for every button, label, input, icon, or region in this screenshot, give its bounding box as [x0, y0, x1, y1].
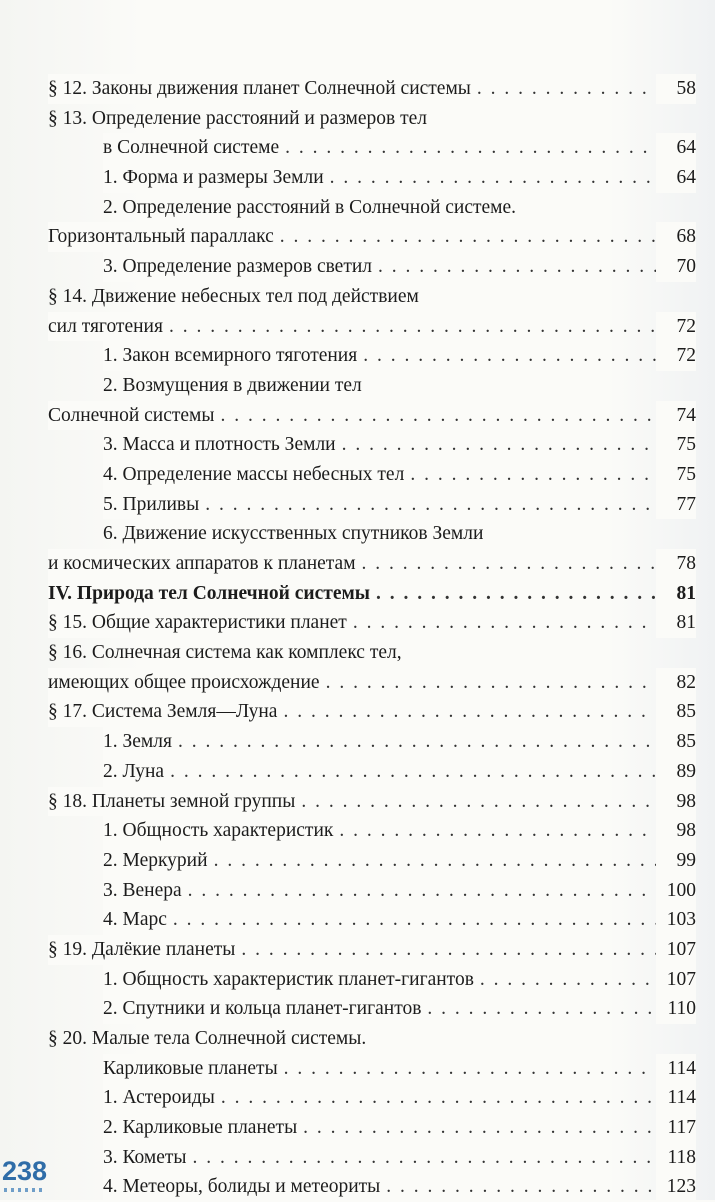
toc-dot-leader — [173, 905, 656, 935]
toc-leader-row — [103, 1143, 696, 1173]
toc-entry-title: 1. Общность характеристик — [103, 816, 339, 846]
toc-page-number: 81 — [656, 579, 696, 609]
toc-entry — [48, 787, 696, 817]
toc-entry — [48, 371, 696, 401]
toc-page-number: 58 — [656, 74, 696, 104]
toc-dot-leader — [241, 935, 656, 965]
toc-dot-leader — [342, 430, 656, 460]
toc-entry — [48, 668, 696, 698]
toc-page-number: 85 — [656, 697, 696, 727]
toc-leader-row — [103, 252, 696, 282]
toc-dot-leader — [330, 163, 656, 193]
toc-entry — [48, 608, 696, 638]
toc-leader-row — [48, 608, 696, 638]
toc-entry-title: в Солнечной системе — [103, 133, 285, 163]
toc-entry-title: 3. Масса и плотность Земли — [103, 430, 342, 460]
toc-leader-row — [103, 1054, 696, 1084]
toc-page-number: 75 — [656, 460, 696, 490]
toc-dot-leader — [353, 608, 656, 638]
toc-page-number: 75 — [656, 430, 696, 460]
toc-dot-leader — [205, 490, 656, 520]
toc-leader-row — [103, 490, 696, 520]
toc-entry-title: § 20. Малые тела Солнечной системы. — [48, 1028, 367, 1049]
toc-entry-title: 5. Приливы — [103, 490, 205, 520]
toc-entry-title: § 13. Определение расстояний и размеров тел — [48, 107, 428, 129]
toc-leader-row — [48, 74, 696, 104]
toc-page-number: 68 — [656, 222, 696, 252]
toc-dot-leader — [280, 222, 656, 252]
toc-entry-title: и космических аппаратов к планетам — [48, 549, 362, 579]
toc-page-number: 107 — [656, 965, 696, 995]
toc-page-number: 72 — [656, 312, 696, 342]
toc-entry-title: 6. Движение искусственных спутников Земли — [103, 523, 484, 545]
toc-leader-row — [103, 905, 696, 935]
toc-entry-title: IV. Природа тел Солнечной системы — [48, 579, 376, 609]
toc-page-number: 103 — [656, 905, 696, 935]
toc-entry — [48, 965, 696, 995]
toc-entry — [48, 401, 696, 431]
toc-page-number: 107 — [656, 935, 696, 965]
toc-entry-title: 4. Метеоры, болиды и метеориты — [103, 1172, 386, 1202]
toc-dot-leader — [285, 133, 656, 163]
toc-dot-leader — [363, 341, 656, 371]
toc-page-number: 82 — [656, 668, 696, 698]
toc-page-number: 110 — [656, 994, 696, 1024]
toc-entry-title: § 12. Законы движения планет Солнечной системы — [48, 74, 477, 104]
toc-dot-leader — [283, 697, 656, 727]
toc-page-number: 77 — [656, 490, 696, 520]
toc-entry-title: 2. Меркурий — [103, 846, 214, 876]
toc-entry-title: § 19. Далёкие планеты — [48, 935, 241, 965]
toc-page-number: 117 — [656, 1113, 696, 1143]
toc-page-number: 114 — [656, 1083, 696, 1113]
toc-dot-leader — [221, 401, 656, 431]
toc-leader-row — [48, 222, 696, 252]
toc-entry — [48, 1172, 696, 1202]
toc-leader-row — [103, 876, 696, 906]
toc-page-number: 100 — [656, 876, 696, 906]
toc-dot-leader — [169, 312, 656, 342]
toc-entry — [48, 430, 696, 460]
toc-entry-title: 3. Кометы — [103, 1143, 193, 1173]
toc-leader-row — [103, 994, 696, 1024]
toc-page-number: 98 — [656, 787, 696, 817]
toc-leader-row — [103, 1113, 696, 1143]
toc-entry — [48, 222, 696, 252]
toc-entry-title: 2. Определение расстояний в Солнечной системе. — [103, 196, 517, 218]
toc-dot-leader — [410, 460, 656, 490]
toc-leader-row — [103, 727, 696, 757]
toc-entry — [48, 74, 696, 104]
toc-entry — [48, 846, 696, 876]
toc-page-number: 81 — [656, 608, 696, 638]
toc-dot-leader — [193, 1143, 656, 1173]
toc-leader-row — [103, 460, 696, 490]
toc-leader-row — [48, 787, 696, 817]
toc-entry — [48, 757, 696, 787]
toc-entry-title: 2. Спутники и кольца планет-гигантов — [103, 994, 427, 1024]
toc-entry-title: § 16. Солнечная система как комплекс тел, — [48, 642, 402, 664]
toc-dot-leader — [303, 1113, 656, 1143]
toc-entry-title: 1. Земля — [103, 727, 178, 757]
toc-entry — [48, 104, 696, 134]
toc-dot-leader — [221, 1083, 656, 1113]
toc-page-number: 89 — [656, 757, 696, 787]
page-number: 238 — [2, 1156, 48, 1186]
toc-page-number: 118 — [656, 1143, 696, 1173]
toc-leader-row — [103, 341, 696, 371]
toc-leader-row — [103, 965, 696, 995]
toc-leader-row — [48, 935, 696, 965]
toc-entry-title: сил тяготения — [48, 312, 169, 342]
toc-entry — [48, 252, 696, 282]
toc-leader-row — [48, 579, 696, 609]
toc-entry-title: имеющих общее происхождение — [48, 668, 326, 698]
toc-page-number: 78 — [656, 549, 696, 579]
toc-leader-row — [48, 697, 696, 727]
toc-entry — [48, 1024, 696, 1054]
toc-dot-leader — [427, 994, 656, 1024]
toc-entry — [48, 727, 696, 757]
toc-entry-title: Карликовые планеты — [103, 1054, 284, 1084]
toc-entry-title: § 15. Общие характеристики планет — [48, 608, 353, 638]
toc-entry — [48, 579, 696, 609]
toc-entry — [48, 697, 696, 727]
page-number-decoration — [4, 1188, 44, 1192]
toc-page-number: 123 — [656, 1172, 696, 1202]
toc-leader-row — [103, 133, 696, 163]
toc-entry — [48, 1113, 696, 1143]
toc-entry — [48, 193, 696, 223]
toc-entry — [48, 163, 696, 193]
toc-page-number: 99 — [656, 846, 696, 876]
toc-entry — [48, 460, 696, 490]
toc-entry — [48, 341, 696, 371]
toc-entry-title: Горизонтальный параллакс — [48, 222, 280, 252]
toc-dot-leader — [480, 965, 656, 995]
toc-dot-leader — [178, 727, 656, 757]
toc-entry — [48, 1054, 696, 1084]
toc-entry — [48, 1143, 696, 1173]
toc-leader-row — [103, 1172, 696, 1202]
toc-leader-row — [48, 668, 696, 698]
toc-entry — [48, 519, 696, 549]
toc-entry-title: 2. Возмущения в движении тел — [103, 374, 362, 396]
toc-entry-title: § 17. Система Земля—Луна — [48, 697, 283, 727]
toc-entry-title: § 14. Движение небесных тел под действием — [48, 285, 419, 307]
toc-page-number: 72 — [656, 341, 696, 371]
toc-leader-row — [48, 549, 696, 579]
toc-dot-leader — [214, 846, 656, 876]
toc-page-number: 64 — [656, 133, 696, 163]
toc-leader-row — [103, 1083, 696, 1113]
toc-entry-title: 1. Астероиды — [103, 1083, 221, 1113]
toc-dot-leader — [326, 668, 656, 698]
toc-entry-title: 4. Марс — [103, 905, 173, 935]
toc-entry — [48, 905, 696, 935]
toc-entry — [48, 994, 696, 1024]
toc-entry — [48, 312, 696, 342]
toc-page-number: 70 — [656, 252, 696, 282]
toc-dot-leader — [339, 816, 656, 846]
toc-entry — [48, 490, 696, 520]
toc-page-number: 64 — [656, 163, 696, 193]
toc-entry — [48, 549, 696, 579]
toc-page-number: 74 — [656, 401, 696, 431]
toc-leader-row — [103, 846, 696, 876]
toc-page-number: 85 — [656, 727, 696, 757]
toc-entry-title: 1. Закон всемирного тяготения — [103, 341, 363, 371]
toc-entry — [48, 935, 696, 965]
toc-entry-title: 1. Общность характеристик планет-гигантов — [103, 965, 480, 995]
toc-entry — [48, 876, 696, 906]
toc-entry-title: 2. Карликовые планеты — [103, 1113, 303, 1143]
toc-dot-leader — [362, 549, 656, 579]
toc-entry-title: 3. Определение размеров светил — [103, 252, 378, 282]
toc-dot-leader — [386, 1172, 656, 1202]
toc-leader-row — [103, 816, 696, 846]
toc-entry-title: 4. Определение массы небесных тел — [103, 460, 410, 490]
toc-entry — [48, 1083, 696, 1113]
toc-page-number: 114 — [656, 1054, 696, 1084]
toc-entry-title: Солнечной системы — [48, 401, 221, 431]
toc-entry — [48, 282, 696, 312]
toc-entry-title: 1. Форма и размеры Земли — [103, 163, 330, 193]
toc-dot-leader — [376, 579, 656, 609]
toc-dot-leader — [301, 787, 656, 817]
toc-leader-row — [103, 163, 696, 193]
toc-leader-row — [48, 401, 696, 431]
toc-page-number: 98 — [656, 816, 696, 846]
toc-leader-row — [103, 757, 696, 787]
toc-dot-leader — [188, 876, 656, 906]
toc-dot-leader — [170, 757, 656, 787]
toc-leader-row — [103, 430, 696, 460]
toc-entry-title: § 18. Планеты земной группы — [48, 787, 301, 817]
toc-entry — [48, 133, 696, 163]
toc-leader-row — [48, 312, 696, 342]
toc-entry — [48, 816, 696, 846]
toc-entry-title: 3. Венера — [103, 876, 188, 906]
toc-dot-leader — [284, 1054, 656, 1084]
toc-entry — [48, 638, 696, 668]
toc-dot-leader — [378, 252, 656, 282]
toc-entry-title: 2. Луна — [103, 757, 170, 787]
table-of-contents — [48, 74, 696, 1202]
toc-dot-leader — [477, 74, 656, 104]
